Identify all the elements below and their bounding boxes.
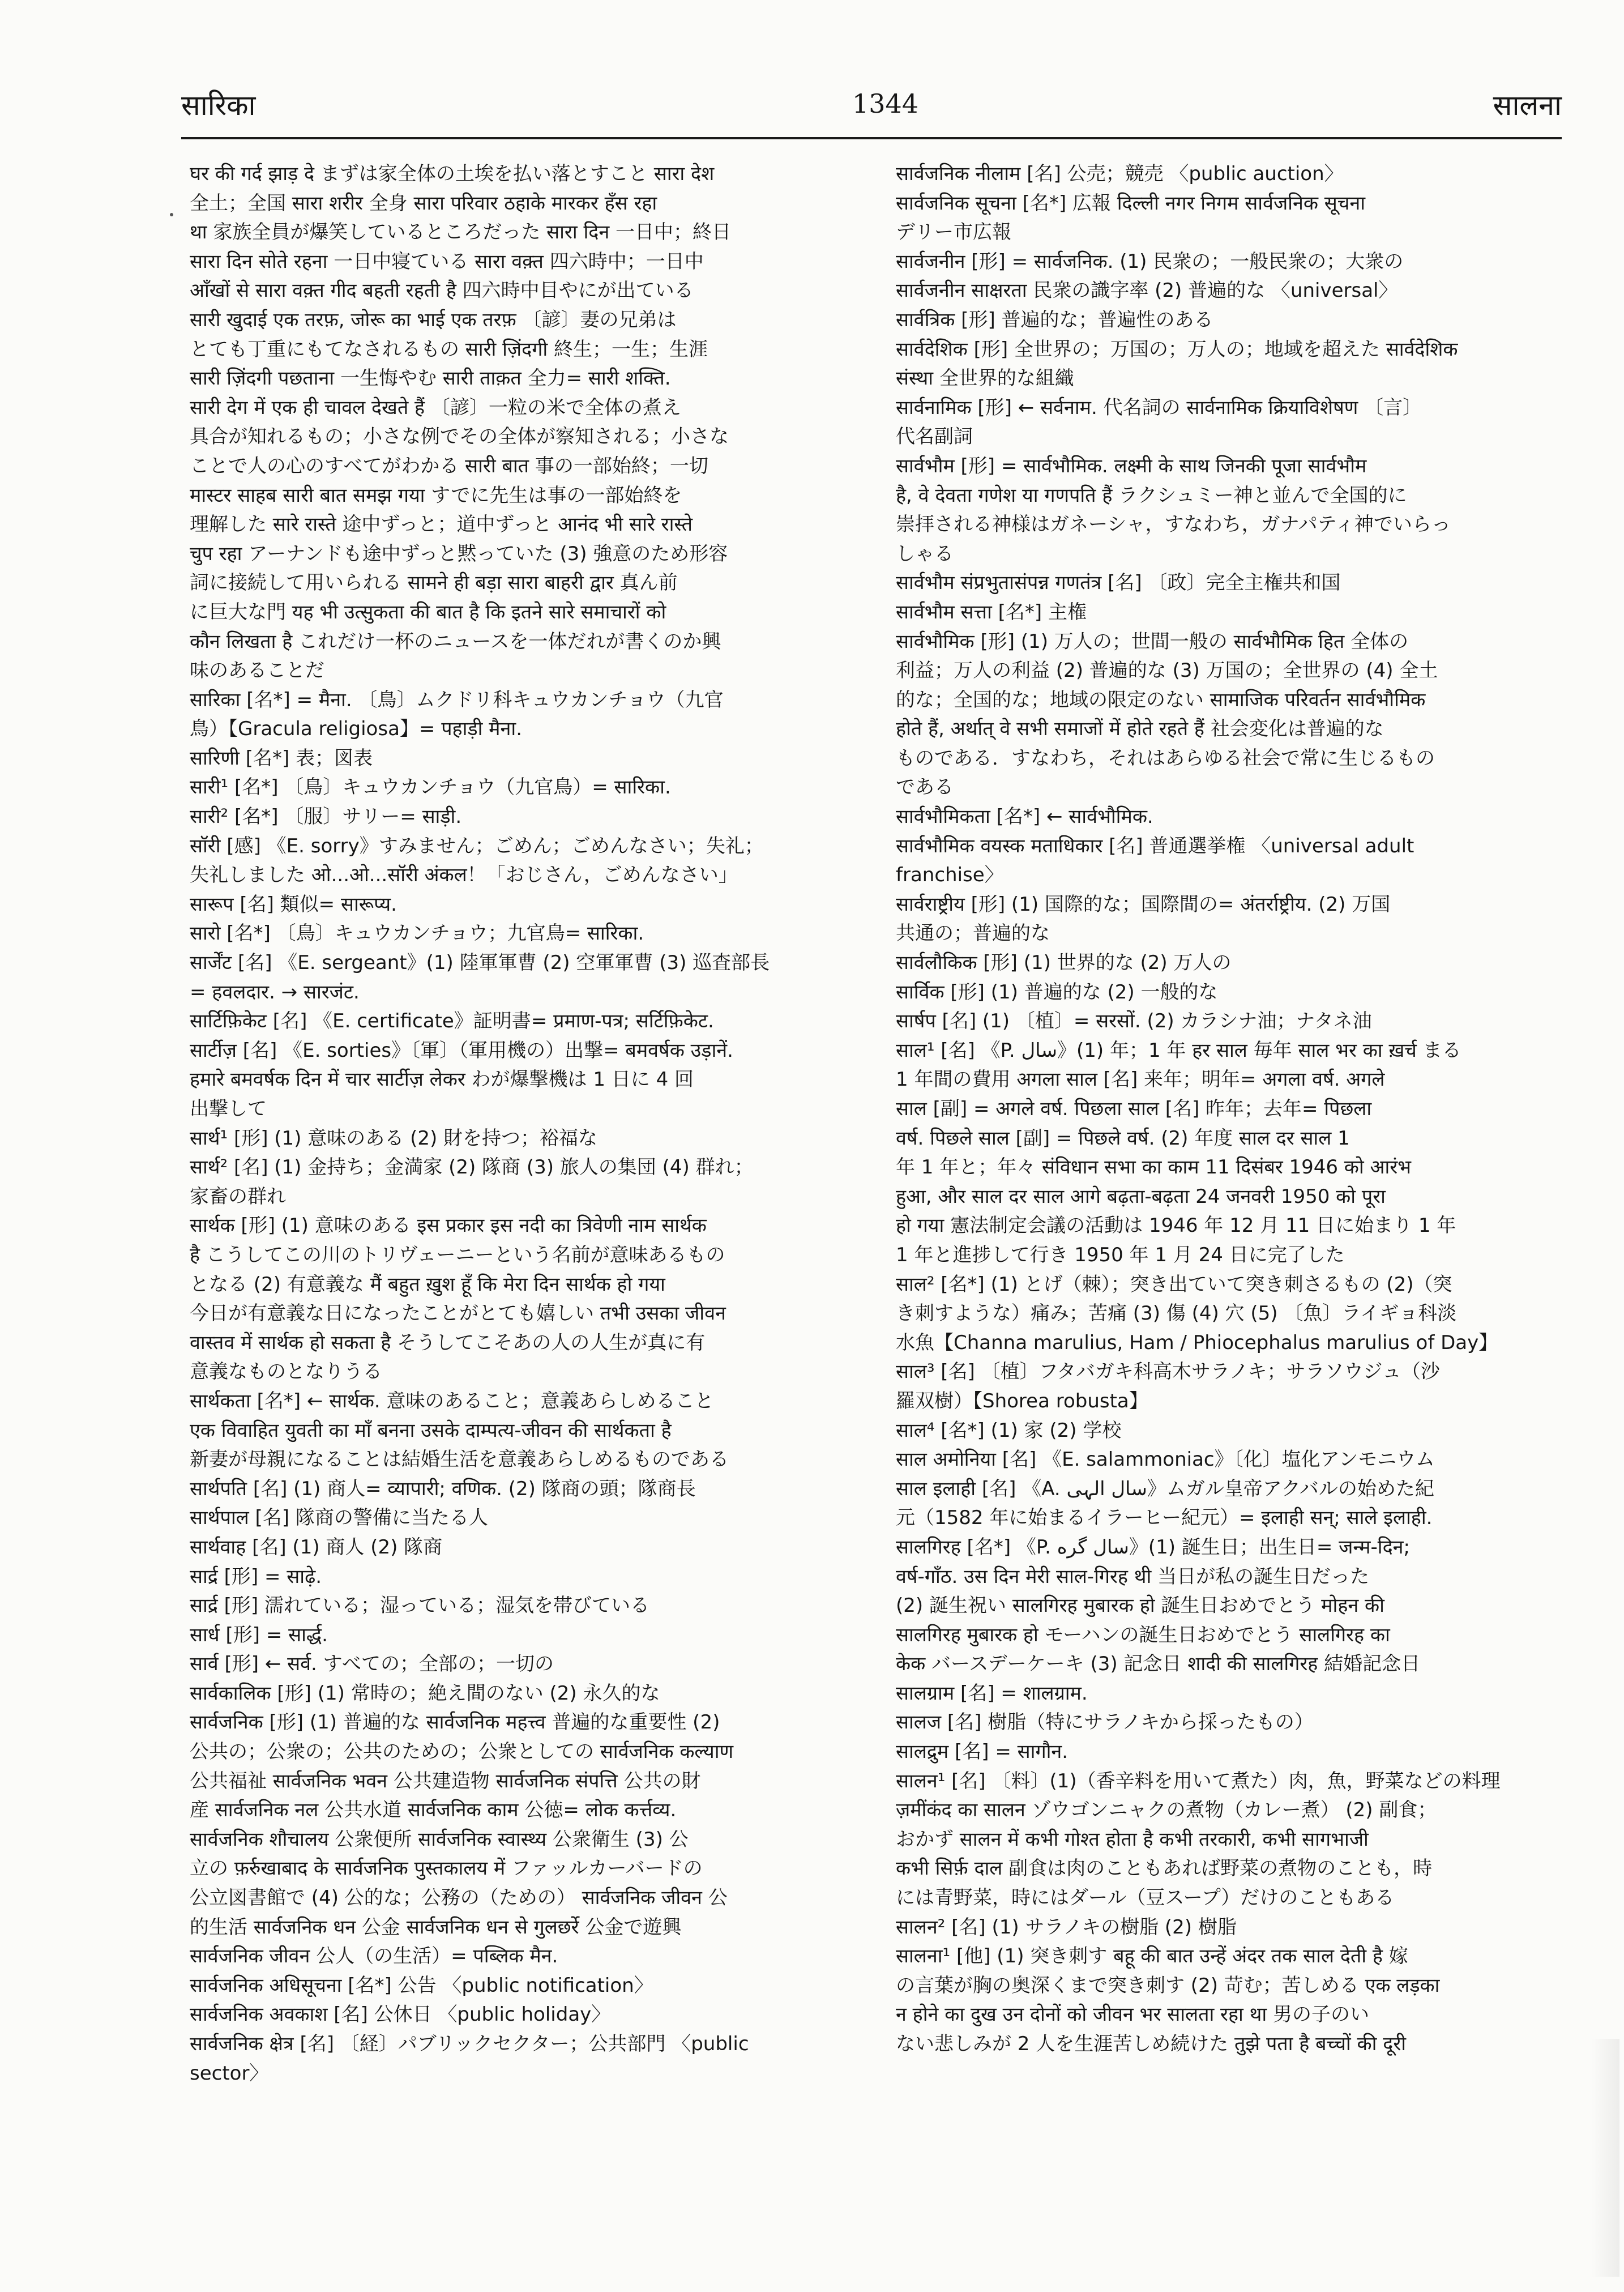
dictionary-line: 公共の；公衆の；公共のための；公衆としての सार्वजनिक कल्याण — [190, 1740, 734, 1764]
dictionary-line: सार्वजनिक नीलाम [名] 公売；競売 〈public auction〉 — [896, 163, 1344, 185]
dictionary-line: सार्वभौमिकता [名*] ← सार्वभौमिक. — [896, 805, 1153, 829]
dictionary-line: き刺すような）痛み；苦痛 (3) 傷 (4) 穴 (5) 〔魚〕ライギョ科淡 — [896, 1302, 1457, 1325]
dictionary-line: केक バースデーケーキ (3) 記念日 शादी की सालगिरह 結婚記念日 — [896, 1653, 1421, 1676]
dictionary-line: 的な；全国的な；地域の限定のない सामाजिक परिवर्तन सार्वभौमिक — [896, 688, 1426, 711]
dictionary-line: 産 सार्वजनिक नल 公共水道 सार्वजनिक काम 公徳= लोक कर्त्तव्य. — [190, 1799, 677, 1822]
page-number: 1344 — [852, 88, 919, 119]
dictionary-line: 出撃して — [190, 1098, 267, 1120]
dictionary-line: सार्वजनिक अधिसूचना [名*] 公告 〈public notification〉 — [190, 1974, 653, 1997]
dictionary-line: सॉरी [感] 《E. sorry》すみません；ごめん；ごめんなさい；失礼； — [190, 834, 764, 857]
dictionary-line: साल¹ [名] 《P. سال》(1) 年；1 年 हर साल 毎年 साल भर का ख़र्च まる — [896, 1039, 1461, 1062]
dictionary-line: हो गया 憲法制定会議の活動は 1946 年 12 月 11 日に始まり 1 年 — [896, 1214, 1456, 1237]
dictionary-line: सार्वकालिक [形] (1) 常時の；絶え間のない (2) 永久的な — [190, 1681, 660, 1705]
dictionary-line: सार्वनामिक [形] ← सर्वनाम. 代名詞の सार्वनामिक क्रियाविशेषण 〔言〕 — [896, 396, 1422, 419]
dictionary-line: सार्वजनिक जीवन 公人（の生活）= पब्लिक मैन. — [190, 1945, 558, 1968]
dictionary-line: सालद्रुम [名] = सागौन. — [896, 1740, 1069, 1764]
dictionary-line: 鳥）【Gracula religiosa】= पहाड़ी मैना. — [190, 718, 522, 741]
dictionary-line: है こうしてこの川のトリヴェーニーという名前が意味あるもの — [190, 1243, 725, 1266]
dictionary-line: 的生活 सार्वजनिक धन 公金 सार्वजनिक धन से गुलछर्रे 公金で遊興 — [190, 1915, 682, 1939]
header-rule — [181, 137, 1562, 139]
dictionary-line: सार्वदेशिक [形] 全世界の；万国の；万人の；地域を超えた सार्वदेशिक — [896, 338, 1458, 361]
dictionary-line: होते हैं, अर्थात् वे सभी समाजों में होते रहते हैं 社会変化は普遍的な — [896, 718, 1384, 741]
dictionary-line: सारी¹ [名*] 〔鳥〕キュウカンチョウ（九官鳥）= सारिका. — [190, 776, 671, 799]
dictionary-line: 新妻が母親になることは結婚生活を意義あらしめるものである — [190, 1448, 729, 1471]
dictionary-line: कभी सिर्फ़ दाल 副食は肉のこともあれば野菜の煮物のことも，時 — [896, 1857, 1433, 1880]
dictionary-line: आँखों से सारा वक़्त गीद बहती रहती है 四六時中目やにが出ている — [190, 279, 694, 302]
dictionary-line: सार्थपति [名] (1) 商人= व्यापारी; वणिक. (2) 隊商の頭；隊商長 — [190, 1477, 696, 1500]
dictionary-line: 全土；全国 सारा शरीर 全身 सारा परिवार ठहाके मारकर हँस रहा — [190, 191, 657, 215]
dictionary-line: सार्थक [形] (1) 意味のある इस प्रकार इस नदी का त्रिवेणी नाम सार्थक — [190, 1214, 707, 1237]
dictionary-line: の言葉が胸の奥深くまで突き刺す (2) 苛む；苦しめる एक लड़का — [896, 1974, 1440, 1997]
dictionary-line: मास्टर साहब सारी बात समझ गया すでに先生は事の一部始終を — [190, 484, 682, 507]
dictionary-line: है, वे देवता गणेश या गणपति हैं ラクシュミー神と並んで全国的に — [896, 484, 1407, 507]
dictionary-line: सार्व [形] ← सर्व. すべての；全部の；一切の — [190, 1653, 554, 1676]
dictionary-line: सारी² [名*] 〔服〕サリー= साड़ी. — [190, 805, 462, 829]
dictionary-line: となる (2) 有意義な मैं बहुत ख़ुश हूँ कि मेरा दिन सार्थक हो गया — [190, 1273, 665, 1296]
dictionary-line: सार्वजनिक अवकाश [名] 公休日 〈public holiday〉 — [190, 2003, 611, 2026]
dictionary-line: सार्द्र [形] 濡れている；湿っている；湿気を帯びている — [190, 1594, 649, 1617]
dictionary-line: सार्विक [形] (1) 普遍的な (2) 一般的な — [896, 980, 1218, 1004]
dictionary-line: सार्टिफ़िकेट [名] 《E. certificate》証明書= प्रमाण-पत्र; सर्टिफ़िकेट. — [190, 1010, 714, 1033]
dictionary-line: 家畜の群れ — [190, 1185, 286, 1208]
header-last-entry: सालना — [1493, 89, 1562, 122]
dictionary-line: franchise〉 — [896, 864, 1004, 887]
dictionary-line: सार्षप [名] (1) 〔植〕= सरसों. (2) カラシナ油；ナタネ油 — [896, 1010, 1372, 1033]
dictionary-line: हमारे बमवर्षक दिन में चार सार्टीज़ लेकर わが爆撃機は 1 日に 4 回 — [190, 1068, 694, 1091]
dictionary-line: 公共福祉 सार्वजनिक भवन 公共建造物 सार्वजनिक संपत्ति 公共の財 — [190, 1769, 701, 1792]
dictionary-line: おかず सालन में कभी गोश्त होता है कभी तरकारी, कभी सागभाजी — [896, 1828, 1369, 1851]
dictionary-line: ない悲しみが 2 人を生涯苦しめ続けた तुझे पता है बच्चों की दूरी — [896, 2033, 1407, 2055]
dictionary-line: एक विवाहित युवती का माँ बनना उसके दाम्पत्य-जीवन की सार्थकता है — [190, 1419, 672, 1442]
dictionary-line: sector〉 — [190, 2061, 269, 2085]
dictionary-line: सालन² [名] (1) サラノキの樹脂 (2) 樹脂 — [896, 1915, 1237, 1939]
dictionary-line: सारा दिन सोते रहना 一日中寝ている सारा वक़्त 四六時中；一日中 — [190, 250, 704, 273]
dictionary-line: सारी खुदाई एक तरफ़, जोरू का भाई एक तरफ़ 〔諺〕妻の兄弟は — [190, 308, 677, 331]
dictionary-line: सार्वभौमिक वयस्क मताधिकार [名] 普通選挙権 〈universal adult — [896, 834, 1414, 857]
dictionary-line: वर्ष-गाँठ. उस दिन मेरी साल-गिरह थी 当日が私の誕生日だった — [896, 1565, 1370, 1588]
right-column — [896, 160, 1553, 2258]
dictionary-line: 公立図書館で (4) 公的な；公務の（ための） सार्वजनिक जीवन 公 — [190, 1886, 728, 1910]
dictionary-line: 味のあることだ — [190, 659, 324, 682]
page-edge-shadow — [1591, 2039, 1619, 2277]
dictionary-line: सार्वजनिक [形] (1) 普遍的な सार्वजनिक महत्त्व 普遍的な重要性 (2) — [190, 1711, 720, 1734]
dictionary-line: साल अमोनिया [名] 《E. salammoniac》〔化〕塩化アンモニウム — [896, 1448, 1435, 1471]
dictionary-line: सारिणी [名*] 表；図表 — [190, 746, 373, 770]
dictionary-line: ことで人の心のすべてがわかる सारी बात 事の一部始終；一切 — [190, 454, 708, 477]
dictionary-line: सार्वजनिक सूचना [名*] 広報 दिल्ली नगर निगम सार्वजनिक सूचना — [896, 191, 1366, 215]
dictionary-line: हुआ, और साल दर साल आगे बढ़ता-बढ़ता 24 जनवरी 1950 को पूरा — [896, 1185, 1386, 1208]
dictionary-line: सालना¹ [他] (1) 突き刺す बहू की बात उन्हें अंदर तक साल देती है 嫁 — [896, 1945, 1408, 1968]
dictionary-line: था 家族全員が爆笑しているところだった सारा दिन 一日中；終日 — [190, 221, 731, 244]
running-header — [181, 74, 1562, 136]
dictionary-line: सारो [名*] 〔鳥〕キュウカンチョウ；九官鳥= सारिका. — [190, 922, 644, 945]
dictionary-line: に巨大な門 यह भी उत्सुकता की बात है कि इतने सारे समाचारों को — [190, 600, 666, 624]
dictionary-line: सारी देग में एक ही चावल देखते हैं 〔諺〕一粒の米で全体の煮え — [190, 396, 681, 419]
dictionary-line: デリー市広報 — [896, 221, 1011, 244]
dictionary-line: 失礼しました ओ...ओ...सॉरी अंकल！「おじさん，ごめんなさい」 — [190, 864, 738, 887]
left-column — [190, 160, 866, 2258]
header-first-entry: सारिका — [181, 89, 256, 122]
dictionary-line: 元（1582 年に始まるイラーヒー紀元）= इलाही सन्; साले इलाही. — [896, 1506, 1433, 1530]
dictionary-line: सालगिरह मुबारक हो モーハンの誕生日おめでとう सालगिरह का — [896, 1623, 1390, 1646]
dictionary-line: सालग्राम [名] = शालग्राम. — [896, 1681, 1088, 1705]
dictionary-line: सार्वजनीन [形] = सार्वजनिक. (1) 民衆の；一般民衆の；大衆の — [896, 250, 1404, 273]
dictionary-line: सार्द्र [形] = साढ़े. — [190, 1565, 322, 1588]
dictionary-line: सारिका [名*] = मैना. 〔鳥〕ムクドリ科キュウカンチョウ（九官 — [190, 688, 724, 711]
dictionary-line: वास्तव में सार्थक हो सकता है そうしてこそあの人の人生が真に有 — [190, 1331, 706, 1354]
dictionary-line: साल [副] = अगले वर्ष. पिछला साल [名] 昨年；去年= पिछला — [896, 1098, 1372, 1120]
dictionary-line: सार्टीज़ [名] 《E. sorties》〔軍〕（軍用機の）出撃= बमवर्षक उड़ानें. — [190, 1039, 733, 1062]
dictionary-line: 水魚【Channa marulius, Ham / Phiocephalus marulius of Day】 — [896, 1331, 1498, 1354]
dictionary-line: सालन¹ [名] 〔料〕(1)（香辛料を用いて煮た）肉，魚，野菜などの料理 — [896, 1769, 1501, 1792]
dictionary-line: सार्थ² [名] (1) 金持ち；金満家 (2) 隊商 (3) 旅人の集団 (4) 群れ； — [190, 1156, 754, 1179]
dictionary-line: 共通の；普遍的な — [896, 922, 1050, 945]
dictionary-line: सार्वराष्ट्रीय [形] (1) 国際的な；国際間の= अंतर्राष्ट्रीय. (2) 万国 — [896, 893, 1391, 916]
dictionary-line: 詞に接続して用いられる सामने ही बड़ा सारा बाहरी द्वार 真ん前 — [190, 571, 678, 595]
dictionary-line: संस्था 全世界的な組織 — [896, 367, 1074, 390]
dictionary-line: चुप रहा アーナンドも途中ずっと黙っていた (3) 強意のため形容 — [190, 542, 728, 565]
dictionary-line: सार्वत्रिक [形] 普遍的な；普遍性のある — [896, 308, 1213, 331]
dictionary-line: सार्वभौम संप्रभुतासंपन्न गणतंत्र [名] 〔政〕完全主権共和国 — [896, 571, 1341, 595]
dictionary-line: 利益；万人の利益 (2) 普遍的な (3) 万国の；全世界の (4) 全土 — [896, 659, 1438, 682]
dictionary-line: 立の फ़र्रुखाबाद के सार्वजनिक पुस्तकालय में ファッルカーバードの — [190, 1857, 703, 1880]
dictionary-line: सार्थपाल [名] 隊商の警備に当たる人 — [190, 1506, 488, 1530]
dictionary-line: 年 1 年と；年々 संविधान सभा का काम 11 दिसंबर 1946 को आरंभ — [896, 1156, 1412, 1179]
dictionary-line: सार्वलौकिक [形] (1) 世界的な (2) 万人の — [896, 951, 1232, 975]
dictionary-line: सार्वभौमिक [形] (1) 万人の；世間一般の सार्वभौमिक हित 全体の — [896, 630, 1409, 653]
dictionary-line: सालगिरह [名*] 《P. سال گره》(1) 誕生日；出生日= जन्म-दिन; — [896, 1535, 1410, 1559]
margin-speck — [170, 213, 173, 216]
dictionary-line: 意義なものとなりうる — [190, 1360, 382, 1384]
dictionary-line: 1 年と進捗して行き 1950 年 1 月 24 日に完了した — [896, 1243, 1345, 1266]
dictionary-line: सार्वभौम सत्ता [名*] 主権 — [896, 600, 1087, 624]
dictionary-line: सार्थकता [名*] ← सार्थक. 意味のあること；意義あらしめること — [190, 1389, 714, 1412]
dictionary-line: सार्थ¹ [形] (1) 意味のある (2) 財を持つ；裕福な — [190, 1126, 598, 1150]
dictionary-line: 具合が知れるもの；小さな例でその全体が察知される；小さな — [190, 425, 729, 449]
dictionary-line: (2) 誕生祝い सालगिरह मुबारक हो 誕生日おめでとう मोहन की — [896, 1594, 1384, 1617]
dictionary-line: घर की गर्द झाड़ दे まずは家全体の土埃を払い落とすこと सारा देश — [190, 163, 715, 185]
dictionary-line: 崇拝される神様はガネーシャ，すなわち，ガナパティ神でいらっ — [896, 513, 1451, 536]
dictionary-line: しゃる — [896, 542, 954, 565]
dictionary-line: साल³ [名] 〔植〕フタバガキ科高木サラノキ；サラソウジュ（沙 — [896, 1360, 1440, 1384]
dictionary-line: = हवलदार. → सारजंट. — [190, 980, 360, 1004]
dictionary-line: सार्वजनिक क्षेत्र [名] 〔経〕パブリックセクター；公共部門 〈public — [190, 2033, 749, 2055]
dictionary-line: である — [896, 776, 954, 799]
dictionary-line: सार्जेंट [名] 《E. sergeant》(1) 陸軍軍曹 (2) 空軍軍曹 (3) 巡査部長 — [190, 951, 770, 975]
dictionary-line: कौन लिखता है これだけ一杯のニュースを一体だれが書くのか興 — [190, 630, 721, 653]
dictionary-line: सार्वभौम [形] = सार्वभौमिक. लक्ष्मी के साथ जिनकी पूजा सार्वभौम — [896, 454, 1367, 477]
dictionary-line: साल⁴ [名*] (1) 家 (2) 学校 — [896, 1419, 1122, 1442]
dictionary-line: साल इलाही [名] 《A. سال الہی》ムガル皇帝アクバルの始めた紀 — [896, 1477, 1434, 1500]
dictionary-line: 理解した सारे रास्ते 途中ずっと；道中ずっと आनंद भी सारे रास्ते — [190, 513, 693, 536]
dictionary-line: ものである．すなわち，それはあらゆる社会で常に生じるもの — [896, 746, 1435, 770]
dictionary-line: सार्ध [形] = सार्द्ध. — [190, 1623, 328, 1646]
dictionary-line: सारी ज़िंदगी पछताना 一生悔やむ सारी ताक़त 全力= सारी शक्ति. — [190, 367, 671, 390]
dictionary-line: ज़मींकंद का सालन ゾウゴンニャクの煮物（カレー煮） (2) 副食； — [896, 1799, 1437, 1822]
dictionary-line: सार्थवाह [名] (1) 商人 (2) 隊商 — [190, 1535, 443, 1559]
dictionary-line: सार्वजनिक शौचालय 公衆便所 सार्वजनिक स्वास्थ्य 公衆衛生 (3) 公 — [190, 1828, 689, 1851]
dictionary-line: 羅双樹）【Shorea robusta】 — [896, 1389, 1148, 1412]
dictionary-line: 今日が有意義な日になったことがとても嬉しい तभी उसका जीवन — [190, 1302, 726, 1325]
dictionary-line: には青野菜，時にはダール（豆スープ）だけのこともある — [896, 1886, 1395, 1910]
dictionary-line: वर्ष. पिछले साल [副] = पिछले वर्ष. (2) 年度 साल दर साल 1 — [896, 1126, 1350, 1150]
dictionary-line: सार्वजनीन साक्षरता 民衆の識字率 (2) 普遍的な 〈universal〉 — [896, 279, 1398, 302]
dictionary-line: सारूप [名] 類似= सारूप्य. — [190, 893, 397, 916]
dictionary-line: とても丁重にもてなされるもの सारी ज़िंदगी 終生；一生；生涯 — [190, 338, 708, 361]
dictionary-line: न होने का दुख उन दोनों को जीवन भर सालता रहा था 男の子のい — [896, 2003, 1369, 2026]
dictionary-line: 1 年間の費用 अगला साल [名] 来年；明年= अगला वर्ष. अगले — [896, 1068, 1385, 1091]
dictionary-line: 代名副詞 — [896, 425, 973, 449]
dictionary-line: सालज [名] 樹脂（特にサラノキから採ったもの） — [896, 1711, 1314, 1734]
dictionary-line: साल² [名*] (1) とげ（棘）；突き出ていて突き刺さるもの (2)（突 — [896, 1273, 1452, 1296]
